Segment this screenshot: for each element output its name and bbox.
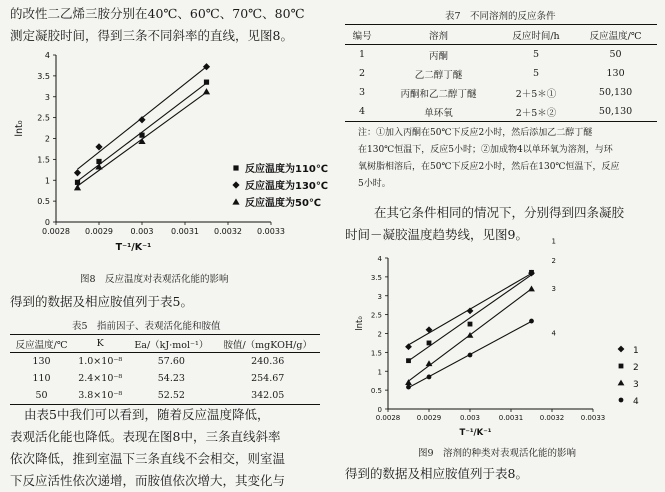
legend-marker-1 — [618, 346, 625, 353]
x-axis-label: T⁻¹/K⁻¹ — [115, 242, 152, 253]
table-cell: 3.8×10⁻⁸ — [78, 390, 123, 401]
data-point-4 — [468, 353, 473, 358]
table-header-cell: 反应时间/h — [512, 30, 560, 42]
y-tick-label: 4 — [44, 51, 50, 60]
data-point-4 — [406, 385, 411, 390]
data-point-2 — [427, 341, 432, 346]
data-point-2 — [468, 322, 473, 327]
table-row — [345, 102, 657, 122]
y-tick-label: 0 — [44, 218, 50, 227]
y-axis-label: lnt₀ — [355, 316, 365, 331]
trend-line-1 — [78, 83, 207, 181]
x-tick-label: 0.0033 — [580, 414, 606, 422]
legend-marker-2 — [619, 364, 624, 369]
table-cell: 乙二醇丁醚 — [414, 69, 463, 81]
table-row — [345, 45, 657, 65]
paragraph-line: 得到的数据及相应胺值列于表5。 — [10, 294, 193, 309]
x-tick-label: 0.0032 — [539, 414, 565, 422]
y-tick-label: 1.5 — [37, 155, 50, 165]
table-header-cell: 溶剂 — [429, 30, 449, 42]
legend-label-1: 反应温度为110℃ — [245, 164, 328, 175]
table-cell: 130 — [606, 68, 625, 79]
table-cell: 4 — [359, 106, 366, 117]
table-cell: 单环氧 — [424, 107, 453, 119]
data-point-2 — [95, 143, 102, 150]
paragraph-line: 表观活化能也降低。表现在图8中，三条直线斜率 — [10, 429, 281, 444]
table-header-row — [345, 25, 657, 45]
table-7-caption: 表7 不同溶剂的反应条件 — [445, 11, 556, 22]
data-point-1 — [139, 133, 144, 138]
legend-marker-3 — [232, 198, 239, 204]
table-cell: 2＋5＊① — [515, 88, 557, 100]
table-5-caption: 表5 指前因子、表观活化能和胺值 — [72, 321, 221, 332]
table-header-cell: 反应温度/℃ — [589, 30, 642, 42]
y-tick-label: 2.5 — [370, 311, 382, 320]
table-cell: 3 — [359, 87, 366, 98]
legend-marker-2 — [232, 181, 239, 188]
paragraph-line: 测定凝胶时间，得到三条不同斜率的直线，见图8。 — [10, 28, 293, 43]
data-point-2 — [406, 358, 411, 363]
table-header-cell: Ea/（kJ·mol⁻¹） — [134, 339, 209, 351]
figure-9-caption: 图9 溶剂的种类对表观活化能的影响 — [418, 448, 577, 459]
y-tick-label: 1 — [44, 176, 50, 186]
table-cell: 54.23 — [157, 373, 185, 384]
x-tick-label: 0.0028 — [42, 227, 70, 236]
table-cell: 丙酮 — [429, 50, 449, 62]
figure-8-chart — [8, 50, 328, 275]
y-tick-label: 2 — [44, 134, 50, 144]
table-cell: 254.67 — [251, 373, 285, 384]
data-point-3 — [74, 184, 81, 190]
legend-marker-3 — [618, 380, 625, 386]
note-line: 注：①加入丙酮在50℃下反应2小时，然后添加乙二醇丁醚 — [358, 128, 593, 138]
table-header-cell: 胺值/（mgKOH/g） — [223, 339, 312, 351]
legend-marker-4 — [619, 398, 624, 403]
legend-label-4: 4 — [633, 397, 639, 407]
table-header-cell: 反应温度/℃ — [15, 339, 68, 351]
data-point-3 — [528, 286, 535, 292]
y-tick-label: 1 — [377, 368, 382, 377]
table-cell: 1 — [359, 49, 366, 60]
note-line: 氧树脂相溶后，在50℃下反应2小时，然后在130℃恒温下，反应 — [358, 162, 620, 172]
trend-line-2 — [409, 275, 532, 361]
y-tick-label: 3.5 — [37, 71, 50, 81]
legend-marker-1 — [233, 165, 238, 170]
line-label-3: 3 — [551, 284, 556, 293]
table-cell: 50 — [609, 49, 622, 60]
table-row — [10, 387, 320, 405]
y-tick-label: 3.5 — [370, 273, 382, 282]
x-tick-label: 0.0029 — [416, 414, 442, 422]
note-line: 5小时。 — [358, 179, 391, 189]
paragraph-line: 时间－凝胶温度趋势线，见图9。 — [345, 227, 528, 242]
paragraph-line: 由表5中我们可以看到，随着反应温度降低， — [24, 407, 270, 422]
data-point-3 — [203, 88, 210, 94]
line-label-2: 2 — [551, 256, 556, 265]
y-tick-label: 0.5 — [370, 387, 382, 396]
data-point-4 — [427, 375, 432, 380]
x-tick-label: 0.0032 — [214, 227, 242, 236]
line-label-1: 1 — [551, 237, 556, 246]
table-header-row — [10, 335, 320, 353]
figure-8-caption: 图8 反应温度对表观活化能的影响 — [80, 274, 229, 285]
legend-label-2: 2 — [633, 363, 639, 373]
paragraph-line: 依次降低，推到室温下三条直线不会相交，则室温 — [10, 451, 286, 466]
y-tick-label: 3 — [44, 92, 50, 102]
x-axis-label: T⁻¹/K⁻¹ — [459, 428, 492, 438]
x-tick-label: 0.0029 — [85, 227, 113, 236]
y-tick-label: 4 — [377, 255, 382, 263]
legend-label-3: 反应温度为50℃ — [245, 198, 322, 209]
data-point-2 — [138, 116, 145, 123]
data-point-1 — [467, 307, 474, 314]
table-cell: 52.52 — [157, 390, 185, 401]
data-point-1 — [204, 80, 209, 85]
table-row — [345, 64, 657, 83]
data-point-1 — [405, 343, 412, 350]
table-header-cell: K — [96, 338, 104, 349]
data-point-3 — [405, 379, 412, 385]
data-point-2 — [529, 270, 534, 275]
table-cell: 50,130 — [598, 106, 633, 117]
legend-label-2: 反应温度为130℃ — [245, 181, 328, 192]
table-cell: 丙酮和乙二醇丁醚 — [400, 88, 477, 100]
y-tick-label: 0 — [377, 406, 382, 414]
note-line: 在130℃恒温下，反应5小时；②加成物4以单环氧为溶剂，与环 — [358, 145, 613, 155]
table-7 — [345, 24, 657, 122]
table-header-cell: 编号 — [352, 30, 372, 42]
line-label-4: 4 — [551, 329, 556, 338]
data-point-2 — [74, 169, 81, 176]
figure-9-chart — [345, 237, 650, 440]
y-tick-label: 2.5 — [37, 113, 50, 123]
y-axis-label: lnt₀ — [14, 120, 25, 137]
table-cell: 2＋5＊② — [515, 107, 557, 119]
data-point-4 — [529, 319, 534, 324]
x-tick-label: 0.003 — [459, 414, 481, 422]
table-cell: 110 — [32, 373, 51, 384]
paragraph-line: 的改性二乙烯三胺分别在40℃、60℃、70℃、80℃ — [10, 6, 305, 21]
y-tick-label: 1.5 — [370, 349, 382, 358]
table-cell: 130 — [32, 356, 51, 367]
table-cell: 5 — [532, 68, 540, 79]
table-cell: 2 — [359, 68, 366, 79]
y-tick-label: 0.5 — [37, 197, 50, 207]
data-point-3 — [426, 360, 433, 366]
x-tick-label: 0.0028 — [375, 414, 401, 422]
x-tick-label: 0.0031 — [171, 227, 199, 236]
y-tick-label: 2 — [377, 330, 382, 339]
table-row — [10, 353, 320, 371]
legend-label-1: 1 — [633, 346, 639, 356]
table-7-note — [358, 125, 620, 193]
table-cell: 1.0×10⁻⁸ — [78, 356, 123, 367]
table-cell: 240.36 — [251, 356, 285, 367]
paragraph-line: 下反应活性依次递增，而胺值依次增大，其变化与 — [10, 473, 286, 488]
paragraph-line: 在其它条件相同的情况下，分别得到四条凝胶 — [374, 205, 625, 220]
table-row — [345, 83, 657, 102]
table-cell: 342.05 — [251, 390, 285, 401]
x-tick-label: 0.0031 — [498, 414, 524, 422]
x-tick-label: 0.0033 — [257, 227, 285, 236]
table-5 — [10, 334, 320, 405]
table-cell: 50 — [35, 390, 48, 401]
table-row — [10, 370, 320, 387]
x-tick-label: 0.003 — [130, 227, 154, 236]
table-cell: 50,130 — [598, 87, 633, 98]
data-point-1 — [96, 159, 101, 164]
paragraph-line: 得到的数据及相应胺值列于表8。 — [345, 466, 528, 481]
table-cell: 57.60 — [157, 356, 185, 367]
table-cell: 2.4×10⁻⁸ — [78, 373, 123, 384]
y-tick-label: 3 — [377, 292, 382, 301]
table-cell: 5 — [532, 49, 540, 60]
legend-label-3: 3 — [633, 380, 639, 390]
